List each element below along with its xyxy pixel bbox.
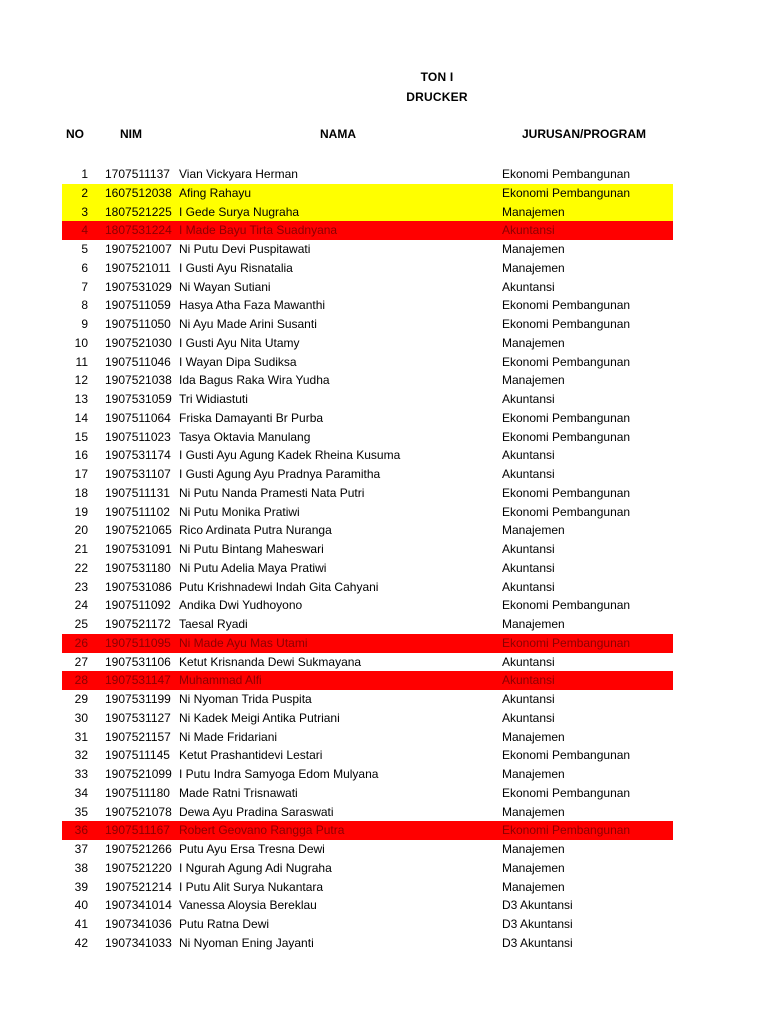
row-no: 41: [74, 917, 88, 931]
table-row: [0, 578, 768, 597]
row-nama: Putu Ayu Ersa Tresna Dewi: [179, 842, 325, 856]
row-nim: 1907521078: [105, 804, 172, 819]
table-row: [0, 559, 768, 578]
row-nama: Afing Rahayu: [179, 185, 252, 200]
row-nama: Ni Wayan Sutiani: [179, 279, 271, 294]
row-no: 32: [74, 748, 88, 763]
row-nim: 1907531199: [105, 692, 171, 706]
row-nim: 1907341014: [105, 898, 172, 913]
row-no: 39: [74, 879, 88, 894]
row-jurusan: Manajemen: [502, 767, 565, 781]
row-jurusan: Akuntansi: [502, 542, 555, 556]
row-nim: 1607512038: [105, 185, 172, 200]
row-no: 8: [81, 298, 88, 313]
table-row: [0, 409, 768, 428]
row-nama: Tasya Oktavia Manulang: [179, 429, 311, 444]
row-jurusan: Akuntansi: [502, 223, 555, 238]
row-jurusan: Akuntansi: [502, 448, 555, 463]
row-nim: 1907511064: [105, 410, 171, 425]
row-nim: 1907341036: [105, 917, 172, 931]
table-row: [0, 540, 768, 559]
row-jurusan: Akuntansi: [502, 467, 555, 481]
table-row: [0, 840, 768, 859]
table-row: [0, 915, 768, 934]
row-nim: 1907521266: [105, 842, 172, 856]
row-jurusan: Ekonomi Pembangunan: [502, 598, 631, 613]
row-nama: Ida Bagus Raka Wira Yudha: [179, 373, 330, 388]
row-jurusan: D3 Akuntansi: [502, 935, 573, 950]
row-jurusan: Ekonomi Pembangunan: [502, 635, 631, 650]
row-nim: 1907511092: [105, 598, 171, 613]
row-no: 20: [74, 523, 88, 538]
row-nim: 1907531029: [105, 279, 172, 294]
row-jurusan: Manajemen: [502, 242, 565, 256]
row-nim: 1907521099: [105, 767, 172, 781]
row-no: 36: [74, 823, 88, 838]
row-no: 40: [74, 898, 88, 913]
row-jurusan: D3 Akuntansi: [502, 898, 573, 913]
row-nama: Ni Kadek Meigi Antika Putriani: [179, 710, 340, 725]
header-jurusan: JURUSAN/PROGRAM: [522, 127, 647, 141]
row-nim: 1907521007: [105, 242, 172, 256]
row-jurusan: Ekonomi Pembangunan: [502, 429, 631, 444]
row-nim: 1907511050: [105, 317, 171, 331]
row-nim: 1907521220: [105, 860, 172, 875]
row-nim: 1907531174: [105, 448, 171, 463]
row-nim: 1907511131: [105, 485, 170, 500]
table-row: [0, 521, 768, 540]
row-nama: I Ngurah Agung Adi Nugraha: [179, 860, 332, 875]
row-nim: 1907521157: [105, 729, 171, 744]
row-nama: Tri Widiastuti: [179, 392, 248, 406]
table-row: [0, 353, 768, 372]
row-nim: 1907531091: [105, 542, 172, 556]
row-jurusan: Manajemen: [502, 804, 565, 819]
row-nim: 1907511095: [105, 635, 171, 650]
row-nama: Muhammad Alfi: [179, 673, 262, 688]
row-no: 14: [74, 410, 88, 425]
row-nim: 1907521214: [105, 879, 172, 894]
row-nama: I Gusti Ayu Nita Utamy: [179, 335, 300, 350]
row-jurusan: Akuntansi: [502, 710, 555, 725]
table-row: [0, 465, 768, 484]
row-jurusan: Manajemen: [502, 729, 565, 744]
row-no: 25: [74, 617, 88, 631]
title-line-2: DRUCKER: [406, 90, 468, 104]
table-row: [0, 690, 768, 709]
row-jurusan: Manajemen: [502, 335, 565, 350]
row-nama: Ni Nyoman Ening Jayanti: [179, 935, 314, 950]
row-no: 23: [74, 579, 88, 594]
row-nim: 1807531224: [105, 223, 172, 238]
row-nim: 1807521225: [105, 204, 172, 219]
row-no: 35: [74, 804, 88, 819]
row-no: 21: [74, 542, 88, 556]
table-row: [0, 165, 768, 184]
row-nim: 1907531106: [105, 654, 171, 669]
student-table: [0, 165, 768, 953]
row-nim: 1907511046: [105, 354, 171, 369]
row-no: 4: [81, 223, 88, 238]
table-row: [0, 278, 768, 297]
row-jurusan: Ekonomi Pembangunan: [502, 748, 631, 763]
row-jurusan: Ekonomi Pembangunan: [502, 354, 631, 369]
row-nim: 1907511102: [105, 504, 170, 519]
row-jurusan: Akuntansi: [502, 579, 555, 594]
row-nim: 1907531107: [105, 467, 171, 481]
row-no: 24: [74, 598, 88, 613]
row-no: 29: [74, 692, 88, 706]
row-no: 2: [81, 185, 88, 200]
table-row: [0, 259, 768, 278]
table-row: [0, 803, 768, 822]
row-nim: 1707511137: [105, 167, 170, 181]
row-nim: 1907531180: [105, 560, 171, 575]
table-row: [0, 390, 768, 409]
row-jurusan: Ekonomi Pembangunan: [502, 167, 631, 181]
row-jurusan: D3 Akuntansi: [502, 917, 573, 931]
row-no: 13: [74, 392, 88, 406]
row-nim: 1907531147: [105, 673, 171, 688]
row-nim: 1907511059: [105, 298, 171, 313]
row-nama: I Gede Surya Nugraha: [179, 204, 300, 219]
table-row: [0, 934, 768, 953]
row-nama: Ni Made Fridariani: [179, 729, 278, 744]
row-no: 1: [81, 167, 88, 181]
row-nama: Ni Putu Bintang Maheswari: [179, 542, 324, 556]
row-nama: Ketut Prashantidevi Lestari: [179, 748, 323, 763]
table-row: [0, 484, 768, 503]
row-jurusan: Ekonomi Pembangunan: [502, 185, 631, 200]
row-jurusan: Ekonomi Pembangunan: [502, 485, 631, 500]
row-no: 6: [81, 260, 88, 275]
row-nim: 1907521172: [105, 617, 171, 631]
row-nim: 1907511180: [105, 785, 170, 800]
row-no: 17: [74, 467, 88, 481]
table-row: [0, 428, 768, 447]
row-nama: Ketut Krisnanda Dewi Sukmayana: [179, 654, 362, 669]
row-nama: I Putu Indra Samyoga Edom Mulyana: [179, 767, 379, 781]
row-jurusan: Akuntansi: [502, 692, 555, 706]
table-row: [0, 203, 768, 222]
row-nama: Ni Putu Nanda Pramesti Nata Putri: [179, 485, 365, 500]
row-no: 19: [74, 504, 88, 519]
row-no: 27: [74, 654, 88, 669]
table-row: [0, 746, 768, 765]
row-no: 28: [74, 673, 88, 688]
row-nama: Ni Made Ayu Mas Utami: [179, 635, 308, 650]
table-row: [0, 896, 768, 915]
table-row: [0, 671, 768, 690]
row-nim: 1907531086: [105, 579, 172, 594]
table-row: [0, 240, 768, 259]
row-nama: I Made Bayu Tirta Suadnyana: [179, 223, 338, 238]
row-no: 37: [74, 842, 88, 856]
table-row: [0, 334, 768, 353]
table-row: [0, 296, 768, 315]
row-nama: Vanessa Aloysia Bereklau: [179, 898, 317, 913]
row-no: 31: [74, 729, 88, 744]
row-nama: I Gusti Agung Ayu Pradnya Paramitha: [179, 467, 381, 481]
row-nama: Friska Damayanti Br Purba: [179, 410, 324, 425]
row-nim: 1907521065: [105, 523, 172, 538]
row-jurusan: Ekonomi Pembangunan: [502, 785, 631, 800]
row-jurusan: Akuntansi: [502, 279, 555, 294]
row-nim: 1907511167: [105, 823, 170, 838]
row-jurusan: Manajemen: [502, 373, 565, 388]
row-nama: Vian Vickyara Herman: [179, 167, 298, 181]
row-jurusan: Manajemen: [502, 204, 565, 219]
row-jurusan: Ekonomi Pembangunan: [502, 504, 631, 519]
row-jurusan: Ekonomi Pembangunan: [502, 298, 631, 313]
table-row: [0, 371, 768, 390]
row-no: 3: [81, 204, 88, 219]
row-nim: 1907531127: [105, 710, 171, 725]
row-jurusan: Akuntansi: [502, 673, 555, 688]
table-row: [0, 221, 768, 240]
row-no: 15: [74, 429, 88, 444]
table-row: [0, 878, 768, 897]
header-nama: NAMA: [320, 127, 356, 141]
row-no: 38: [74, 860, 88, 875]
row-jurusan: Manajemen: [502, 842, 565, 856]
row-nim: 1907511023: [105, 429, 171, 444]
row-no: 9: [81, 317, 88, 331]
table-row: [0, 446, 768, 465]
table-row: [0, 615, 768, 634]
row-nim: 1907521030: [105, 335, 172, 350]
row-no: 42: [74, 935, 88, 950]
row-nim: 1907341033: [105, 935, 172, 950]
row-nama: I Gusti Ayu Risnatalia: [179, 260, 293, 275]
row-nama: Made Ratni Trisnawati: [179, 785, 298, 800]
row-jurusan: Manajemen: [502, 879, 565, 894]
row-nama: Robert Geovano Rangga Putra: [179, 823, 345, 838]
row-no: 22: [74, 560, 88, 575]
row-no: 12: [74, 373, 88, 388]
row-no: 5: [81, 242, 88, 256]
row-nama: Ni Putu Monika Pratiwi: [179, 504, 300, 519]
row-jurusan: Manajemen: [502, 260, 565, 275]
row-nama: Ni Putu Adelia Maya Pratiwi: [179, 560, 327, 575]
row-nama: I Putu Alit Surya Nukantara: [179, 879, 324, 894]
row-jurusan: Akuntansi: [502, 560, 555, 575]
row-nama: Ni Nyoman Trida Puspita: [179, 692, 312, 706]
row-nama: Putu Krishnadewi Indah Gita Cahyani: [179, 579, 379, 594]
row-jurusan: Akuntansi: [502, 392, 555, 406]
row-no: 10: [74, 335, 88, 350]
table-row: [0, 765, 768, 784]
row-jurusan: Ekonomi Pembangunan: [502, 317, 631, 331]
row-jurusan: Manajemen: [502, 617, 565, 631]
row-no: 33: [74, 767, 88, 781]
row-no: 18: [74, 485, 88, 500]
row-no: 30: [74, 710, 88, 725]
row-nim: 1907531059: [105, 392, 172, 406]
header-no: NO: [66, 127, 84, 141]
row-nama: Putu Ratna Dewi: [179, 917, 270, 931]
row-no: 26: [74, 635, 88, 650]
table-row: [0, 784, 768, 803]
table-row: [0, 728, 768, 747]
row-nim: 1907521038: [105, 373, 172, 388]
row-nama: Andika Dwi Yudhoyono: [179, 598, 303, 613]
table-row: [0, 709, 768, 728]
row-nama: Taesal Ryadi: [179, 617, 248, 631]
row-no: 7: [81, 279, 88, 294]
table-row: [0, 859, 768, 878]
row-jurusan: Akuntansi: [502, 654, 555, 669]
row-no: 34: [74, 785, 88, 800]
row-nama: Ni Ayu Made Arini Susanti: [179, 317, 317, 331]
row-no: 16: [74, 448, 88, 463]
row-jurusan: Ekonomi Pembangunan: [502, 410, 631, 425]
row-nim: 1907521011: [105, 260, 171, 275]
header-nim: NIM: [120, 127, 142, 141]
row-jurusan: Manajemen: [502, 860, 565, 875]
row-no: 11: [75, 354, 88, 369]
row-nama: Dewa Ayu Pradina Saraswati: [179, 804, 334, 819]
row-nama: I Wayan Dipa Sudiksa: [179, 354, 297, 369]
row-jurusan: Ekonomi Pembangunan: [502, 823, 631, 838]
title-line-1: TON I: [420, 70, 454, 84]
table-row: [0, 653, 768, 672]
row-nama: Hasya Atha Faza Mawanthi: [179, 298, 326, 313]
table-row: [0, 184, 768, 203]
table-row: [0, 596, 768, 615]
row-nama: I Gusti Ayu Agung Kadek Rheina Kusuma: [179, 448, 401, 463]
table-row: [0, 634, 768, 653]
row-jurusan: Manajemen: [502, 523, 565, 538]
row-nama: Ni Putu Devi Puspitawati: [179, 242, 311, 256]
table-row: [0, 503, 768, 522]
row-nama: Rico Ardinata Putra Nuranga: [179, 523, 332, 538]
table-row: [0, 315, 768, 334]
table-row: [0, 821, 768, 840]
row-nim: 1907511145: [105, 748, 170, 763]
